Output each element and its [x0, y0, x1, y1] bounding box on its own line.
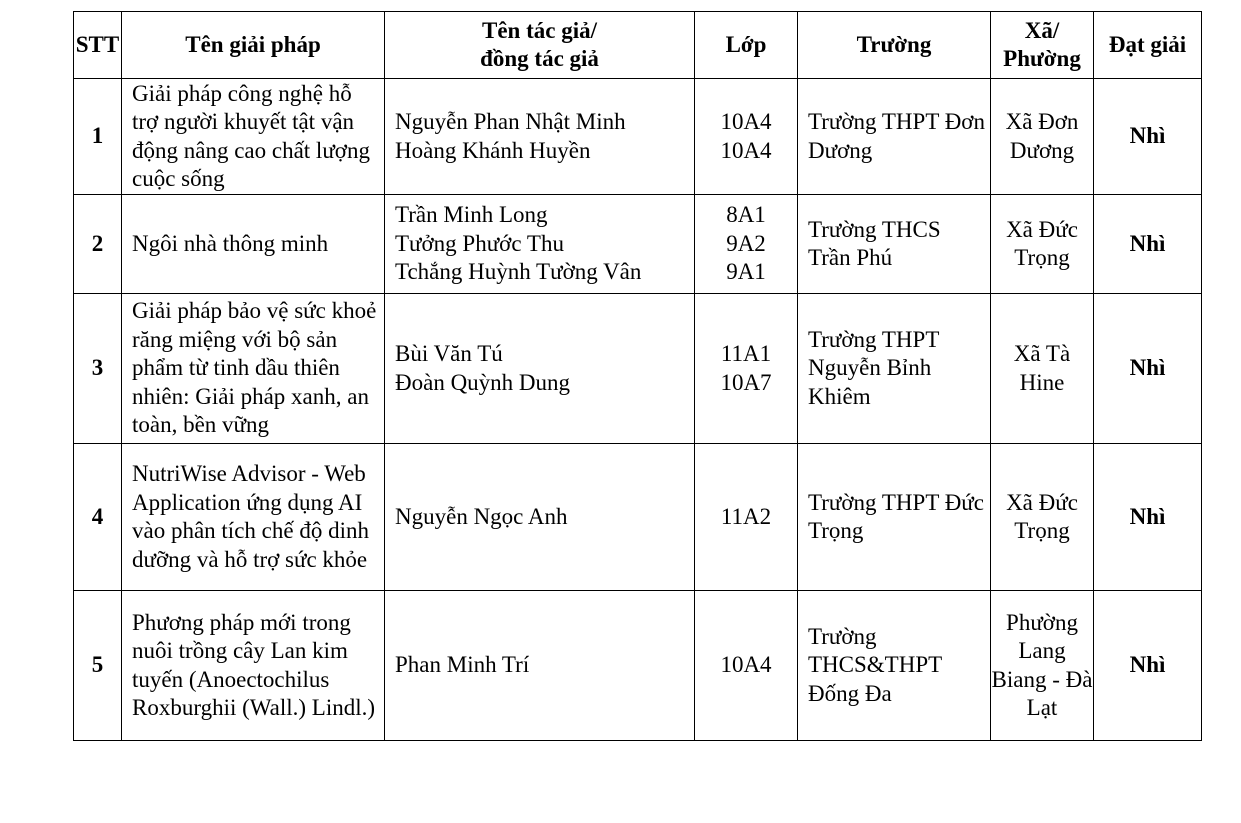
header-class: Lớp	[695, 12, 798, 79]
cell-solution: Phương pháp mới trong nuôi trồng cây Lan kim tuyến (Anoectochilus Roxburghii (Wall.) Lindl.)	[122, 591, 385, 741]
header-authors	[385, 12, 695, 79]
class-value: 11A1	[720, 341, 772, 366]
cell-ward: Phường Lang Biang - Đà Lạt	[991, 591, 1094, 741]
header-ward-line1: Xã/	[1024, 17, 1060, 43]
cell-authors	[385, 294, 695, 444]
cell-award: Nhì	[1094, 444, 1202, 591]
cell-school: Trường THCS Trần Phú	[798, 195, 991, 294]
cell-authors	[385, 591, 695, 741]
cell-award: Nhì	[1094, 591, 1202, 741]
cell-solution: Giải pháp bảo vệ sức khoẻ răng miệng với bộ sản phẩm từ tinh dầu thiên nhiên: Giải pháp xanh, an toàn, bền vững	[122, 294, 385, 444]
cell-class	[695, 79, 798, 195]
author-name: Đoàn Quỳnh Dung	[395, 369, 571, 395]
cell-school: Trường THCS&THPT Đống Đa	[798, 591, 991, 741]
cell-stt: 5	[74, 591, 122, 741]
header-ward-line2: Phường	[1003, 46, 1081, 71]
table-row	[74, 444, 1202, 591]
header-ward	[991, 12, 1094, 79]
header-stt: STT	[74, 12, 122, 79]
table-row	[74, 294, 1202, 444]
class-value: 10A4	[720, 137, 772, 163]
class-value: 10A7	[720, 369, 772, 395]
class-value: 9A2	[726, 230, 766, 256]
cell-award: Nhì	[1094, 195, 1202, 294]
author-name: Phan Minh Trí	[395, 652, 530, 678]
cell-school: Trường THPT Đơn Dương	[798, 79, 991, 195]
cell-ward: Xã Đức Trọng	[991, 195, 1094, 294]
cell-school: Trường THPT Nguyễn Bỉnh Khiêm	[798, 294, 991, 444]
header-row	[74, 12, 1202, 79]
cell-ward: Xã Tà Hine	[991, 294, 1094, 444]
cell-ward: Xã Đức Trọng	[991, 444, 1094, 591]
header-school: Trường	[798, 12, 991, 79]
author-name: Trần Minh Long	[395, 202, 548, 228]
table-row	[74, 79, 1202, 195]
cell-stt: 3	[74, 294, 122, 444]
class-value: 10A4	[720, 109, 772, 134]
author-name: Tchắng Huỳnh Tường Vân	[395, 259, 642, 285]
author-name: Nguyễn Ngọc Anh	[395, 503, 568, 529]
header-authors-line1: Tên tác giả/	[482, 17, 597, 43]
class-value: 11A2	[720, 503, 772, 529]
cell-award: Nhì	[1094, 294, 1202, 444]
cell-solution: Giải pháp công nghệ hỗ trợ người khuyết tật vận động nâng cao chất lượng cuộc sống	[122, 79, 385, 195]
table-row	[74, 195, 1202, 294]
cell-class	[695, 444, 798, 591]
class-value: 8A1	[726, 202, 766, 228]
cell-solution: NutriWise Advisor - Web Application ứng dụng AI vào phân tích chế độ dinh dưỡng và hỗ trợ sức khỏe	[122, 444, 385, 591]
header-authors-line2: đồng tác giả	[480, 46, 599, 71]
class-value: 9A1	[726, 259, 766, 285]
cell-solution: Ngôi nhà thông minh	[122, 195, 385, 294]
table-row	[74, 591, 1202, 741]
header-solution: Tên giải pháp	[122, 12, 385, 79]
cell-class	[695, 591, 798, 741]
header-award: Đạt giải	[1094, 12, 1202, 79]
author-name: Nguyễn Phan Nhật Minh	[395, 109, 626, 134]
class-value: 10A4	[720, 652, 772, 678]
cell-authors	[385, 444, 695, 591]
cell-authors	[385, 79, 695, 195]
author-name: Hoàng Khánh Huyền	[395, 137, 591, 163]
cell-class	[695, 294, 798, 444]
author-name: Bùi Văn Tú	[395, 341, 503, 366]
cell-stt: 1	[74, 79, 122, 195]
author-name: Tưởng Phước Thu	[395, 230, 564, 256]
cell-authors	[385, 195, 695, 294]
cell-stt: 2	[74, 195, 122, 294]
awards-table	[73, 11, 1202, 741]
cell-class	[695, 195, 798, 294]
cell-stt: 4	[74, 444, 122, 591]
cell-ward: Xã Đơn Dương	[991, 79, 1094, 195]
cell-award: Nhì	[1094, 79, 1202, 195]
cell-school: Trường THPT Đức Trọng	[798, 444, 991, 591]
